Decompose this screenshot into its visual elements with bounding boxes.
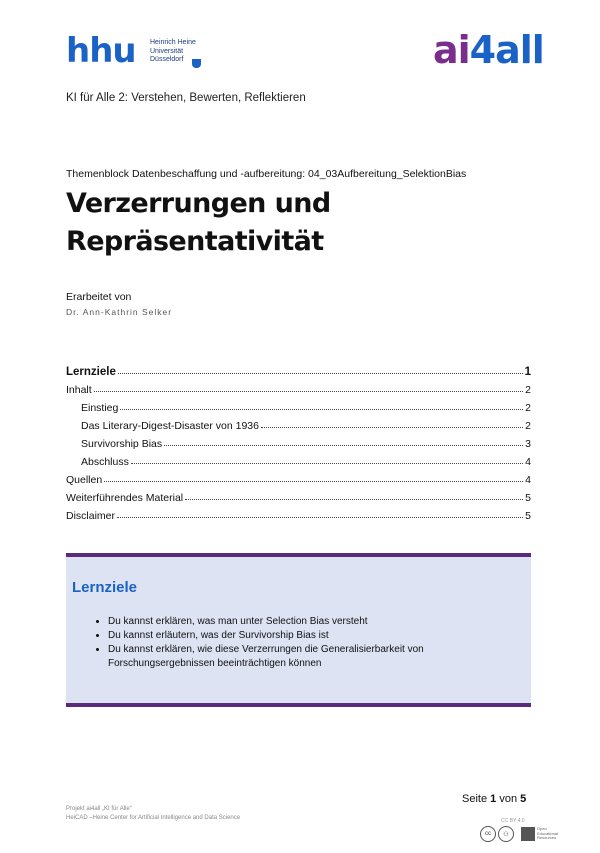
cc-icon: cc [480,826,496,842]
toc-entry-page: 4 [525,474,531,486]
page-total: 5 [520,793,527,805]
toc-entry-page: 4 [525,456,531,468]
toc-entry-label: Lernziele [66,366,116,378]
toc-dot-leader [261,427,523,428]
author-name: Dr. Ann-Kathrin Selker [66,307,173,317]
license-label: CC BY 4.0 [501,818,525,824]
toc-entry[interactable] [66,486,531,504]
learning-goal-item: • Du kannst erklären, wie diese Verzerrungen die Generalisierbarkeit von Forschungsergebnissen beeinträchtigen können [108,643,528,671]
toc-entry-page: 5 [525,510,531,522]
toc-entry[interactable] [66,414,531,432]
learning-goals-list [88,615,528,671]
author-label: Erarbeitet von [66,291,132,303]
toc-dot-leader [185,499,523,500]
toc-entry-label: Quellen [66,474,103,486]
learning-goal-item: • Du kannst erläutern, was der Survivorship Bias ist [108,629,528,643]
table-of-contents [66,358,531,522]
toc-entry-page: 3 [525,438,531,450]
oer-text-line: Open [537,826,547,832]
hhu-name-line: Heinrich Heine [150,39,196,46]
ai4all-logo-4: 4 [469,28,496,72]
toc-entry-label: Disclaimer [66,510,116,522]
toc-entry-page: 2 [525,384,531,396]
by-icon: ⚇ [498,826,514,842]
toc-dot-leader [117,517,523,518]
toc-entry-label: Weiterführendes Material [66,492,184,504]
footer-project: Projekt ai4all „KI für Alle“ [66,806,132,812]
toc-entry-label: Inhalt [66,384,92,396]
toc-entry[interactable] [66,396,531,414]
toc-entry[interactable] [66,450,531,468]
toc-entry-label: Das Literary-Digest-Disaster von 1936 [81,420,259,432]
learning-goals-box [66,553,531,707]
oer-text-line: Educational [537,830,558,836]
toc-dot-leader [104,481,523,482]
oer-text-line: Resources [537,835,557,841]
theme-block: Themenblock Datenbeschaffung und -aufbereitung: 04_03Aufbereitung_SelektionBias [66,168,467,180]
toc-entry-label: Survivorship Bias [81,438,163,450]
toc-entry-label: Abschluss [81,456,129,468]
toc-dot-leader [164,445,523,446]
toc-entry[interactable] [66,504,531,522]
toc-entry[interactable] [66,432,531,450]
ai4all-logo [433,30,544,70]
cc-license-badge [480,826,514,842]
footer-institute: HeiCAD –Heine Center for Artificial Intelligence and Data Science [66,815,241,821]
toc-entry[interactable] [66,378,531,396]
toc-dot-leader [131,463,523,464]
toc-entry-label: Einstieg [81,402,119,414]
toc-entry-page: 2 [525,402,531,414]
learning-goals-heading: Lernziele [72,579,138,596]
course-title: KI für Alle 2: Verstehen, Bewerten, Reflektieren [66,92,306,104]
page-number [462,793,526,805]
page-prefix: Seite [462,793,491,805]
toc-entry[interactable] [66,468,531,486]
toc-dot-leader [94,391,523,392]
ai4all-logo-ai: ai [433,28,470,72]
toc-entry-page: 5 [525,492,531,504]
document-title: Verzerrungen und Repräsentativität [66,188,331,257]
oer-text [537,827,558,841]
oer-logo [521,826,571,842]
toc-entry[interactable] [66,358,531,378]
ai4all-logo-all: all [495,28,544,72]
toc-entry-page: 2 [525,420,531,432]
learning-goal-item: • Du kannst erklären, was man unter Selection Bias versteht [108,615,528,629]
hhu-name-line: Düsseldorf [150,56,184,63]
hhu-logo: hhu [66,31,136,71]
oer-icon [521,827,535,841]
toc-dot-leader [120,409,523,410]
page-mid: von [496,793,521,805]
hhu-university-name [150,39,196,65]
toc-dot-leader [118,373,523,374]
toc-entry-page: 1 [524,366,531,378]
hhu-name-line: Universität [150,47,184,55]
page-current: 1 [490,793,497,805]
